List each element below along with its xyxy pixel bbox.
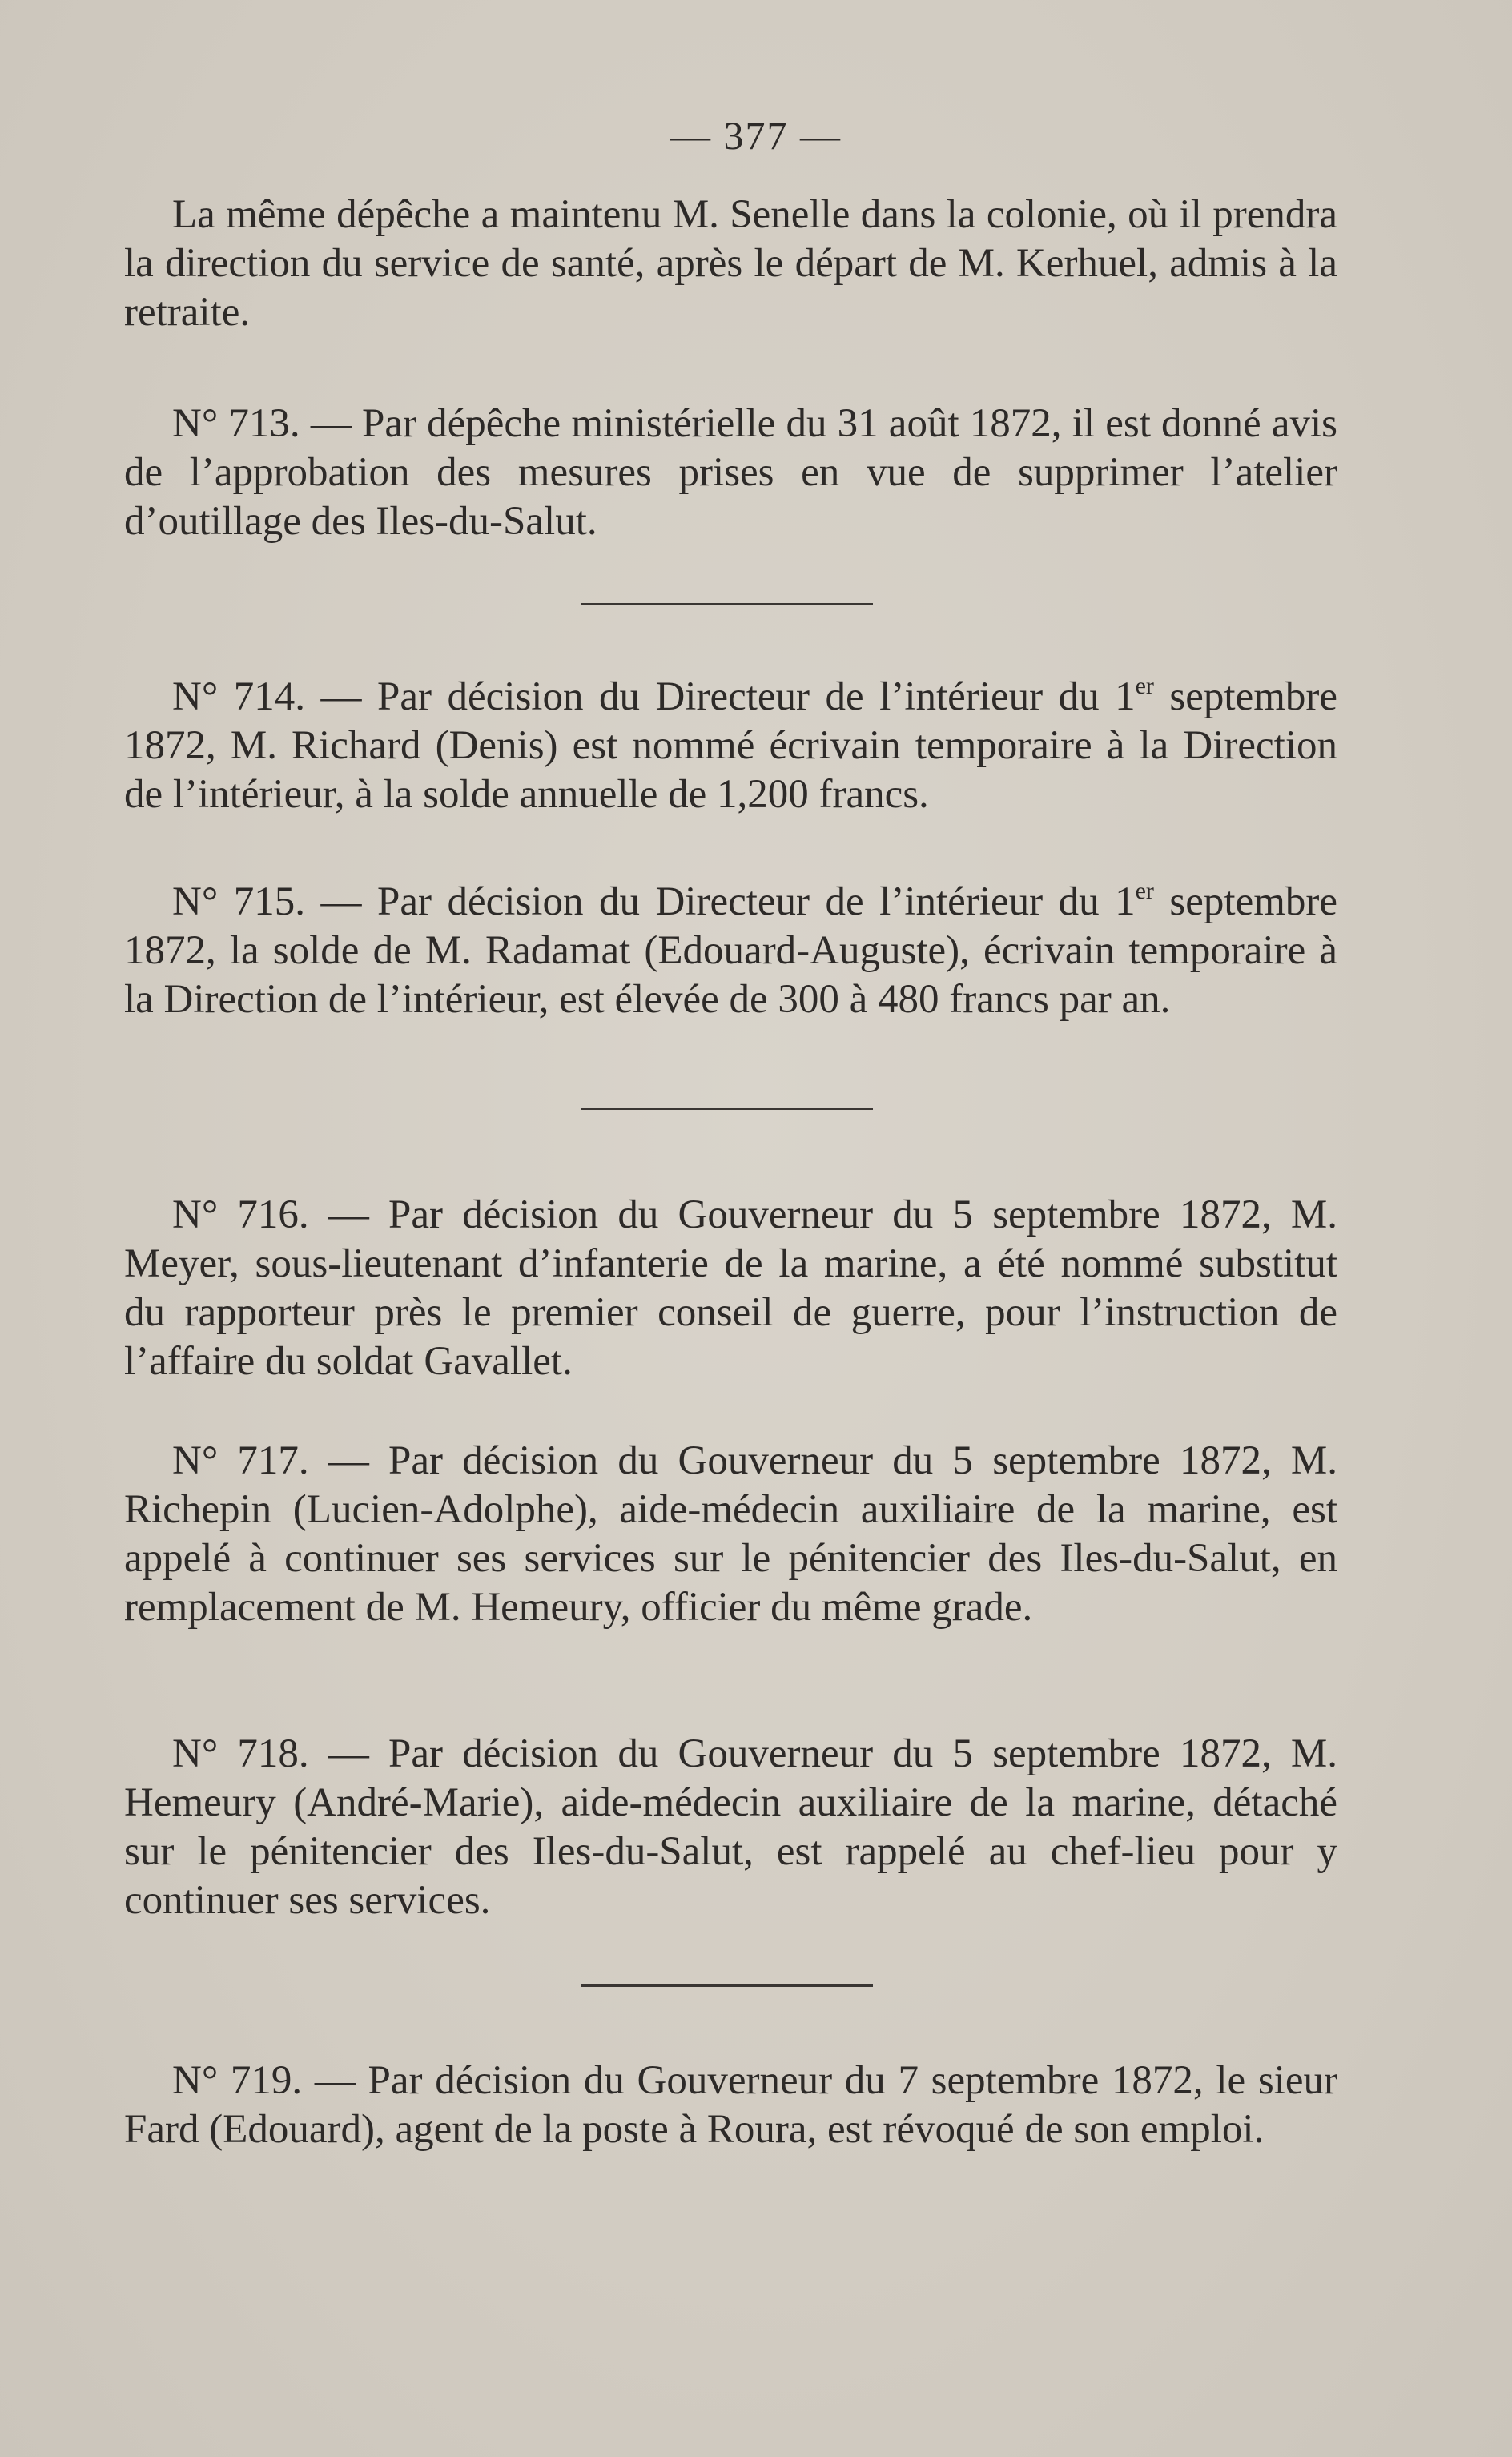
- paragraph-text: N° 717. — Par décision du Gouverneur du 5 septembre 1872, M. Richepin (Lucien-Adolphe), aide-médecin auxiliaire de la marine, est appelé à continuer ses services sur le pénitencier des Iles-du-Salut, en remplacement de M. Hemeury, officier du même grade.: [124, 1438, 1337, 1630]
- paragraph-text: N° 713. — Par dépêche ministérielle du 31 août 1872, il est donné avis de l’approbation des mesures prises en vue de supprimer l’atelier d’outillage des Iles-du-Salut.: [124, 401, 1337, 544]
- paragraph-714: [124, 673, 1337, 819]
- paragraph-intro: [124, 191, 1337, 337]
- paragraph-text: N° 716. — Par décision du Gouverneur du 5 septembre 1872, M. Meyer, sous-lieutenant d’infanterie de la marine, a été nommé substitut du rapporteur près le premier conseil de guerre, pour l’instruction de l’affaire du soldat Gavallet.: [124, 1192, 1337, 1384]
- superscript-er: er: [1135, 878, 1154, 904]
- superscript-er: er: [1135, 673, 1154, 699]
- paragraph-719: [124, 2057, 1337, 2154]
- paragraph-text: N° 718. — Par décision du Gouverneur du 5 septembre 1872, M. Hemeury (André-Marie), aide-médecin auxiliaire de la marine, détaché sur le pénitencier des Iles-du-Salut, est rappelé au chef-lieu pour y continuer ses services.: [124, 1731, 1337, 1923]
- paragraph-715: [124, 878, 1337, 1024]
- paragraph-718: [124, 1730, 1337, 1925]
- paragraph-text-start: N° 714. — Par décision du Directeur de l’intérieur du 1: [172, 674, 1136, 719]
- section-divider: [581, 603, 873, 605]
- paragraph-text-start: N° 715. — Par décision du Directeur de l’intérieur du 1: [172, 879, 1136, 924]
- paragraph-text: [124, 878, 1337, 1024]
- paragraph-716: [124, 1191, 1337, 1386]
- paragraph-text: La même dépêche a maintenu M. Senelle dans la colonie, où il prendra la direction du service de santé, après le départ de M. Kerhuel, admis à la retraite.: [124, 192, 1337, 335]
- page-number: — 377 —: [670, 113, 842, 158]
- section-divider: [581, 1984, 873, 1987]
- paragraph-text-end: septembre 1872, la solde de M. Radamat (Edouard-Auguste), écrivain temporaire à la Direction de l’intérieur, est élevée de 300 à 480 francs par an.: [124, 879, 1338, 1022]
- paragraph-text: [124, 673, 1337, 819]
- paragraph-text-end: septembre 1872, M. Richard (Denis) est nommé écrivain temporaire à la Direction de l’intérieur, à la solde annuelle de 1,200 francs.: [124, 674, 1338, 817]
- paragraph-text: N° 719. — Par décision du Gouverneur du 7 septembre 1872, le sieur Fard (Edouard), agent de la poste à Roura, est révoqué de son emploi.: [124, 2058, 1337, 2152]
- paragraph-713: [124, 400, 1337, 546]
- paragraph-717: [124, 1437, 1337, 1632]
- section-divider: [581, 1108, 873, 1110]
